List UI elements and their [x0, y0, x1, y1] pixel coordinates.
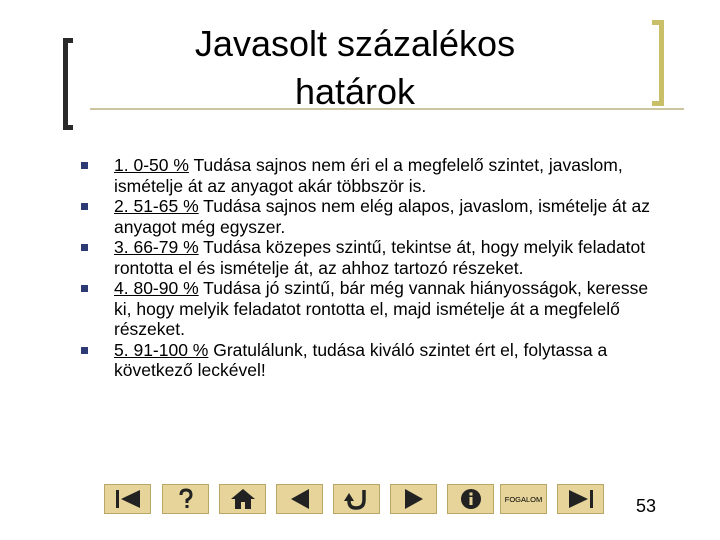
item-text: Tudása közepes szintű, tekintse át, hogy melyik feladatot rontotta el és ismételje át, az ahhoz tartozó részeket.: [114, 237, 646, 278]
grade-list: [78, 155, 658, 381]
last-page-icon: [566, 487, 596, 511]
page-title: [150, 20, 560, 116]
item-text: Gratulálunk, tudása kiváló szintet ért el, folytassa a következő leckével!: [114, 339, 608, 380]
first-page-button[interactable]: [104, 484, 151, 514]
bullet-marker: [81, 347, 88, 354]
help-button[interactable]: [162, 484, 209, 514]
first-page-icon: [113, 487, 143, 511]
bullet-marker: [81, 285, 88, 292]
range-label: 1. 0-50 %: [114, 155, 189, 175]
bullet-marker: [81, 162, 88, 169]
bullet-marker: [81, 203, 88, 210]
home-icon: [228, 487, 258, 511]
list-item: [78, 196, 658, 237]
previous-icon: [285, 487, 315, 511]
title-bracket-left: [63, 38, 73, 130]
page-title-line2: határok: [294, 71, 416, 112]
range-label: 5. 91-100 %: [114, 339, 209, 360]
info-button[interactable]: [447, 484, 494, 514]
list-item: [78, 278, 658, 340]
last-page-button[interactable]: [557, 484, 604, 514]
return-button[interactable]: [333, 484, 380, 514]
next-button[interactable]: [390, 484, 437, 514]
item-text: Tudása sajnos nem elég alapos, javaslom, ismételje át az anyagot még egyszer.: [114, 196, 650, 237]
home-button[interactable]: [219, 484, 266, 514]
info-icon: [456, 487, 486, 511]
range-label: 4. 80-90 %: [114, 278, 199, 298]
next-icon: [399, 487, 429, 511]
title-bracket-right: [652, 20, 664, 106]
item-text: Tudása jó szintű, bár még vannak hiányosságok, keresse ki, hogy melyik feladatot rontotta el, majd ismételje át a megfelelő részeket.: [114, 278, 649, 339]
page-number: 53: [636, 496, 657, 516]
range-label: 3. 66-79 %: [114, 237, 199, 257]
list-item: [78, 340, 658, 381]
help-icon: [171, 487, 201, 511]
bullet-marker: [81, 244, 88, 251]
range-label: 2. 51-65 %: [114, 196, 199, 216]
previous-button[interactable]: [276, 484, 323, 514]
fogalom-label: FOGALOM: [504, 494, 543, 504]
return-icon: [342, 487, 372, 511]
page-title-line1: Javasolt százalékos: [194, 23, 516, 64]
list-item: [78, 237, 658, 278]
list-item: [78, 155, 658, 196]
item-text: Tudása sajnos nem éri el a megfelelő szintet, javaslom, ismételje át az anyagot akár többször is.: [114, 155, 623, 196]
fogalom-button[interactable]: [500, 484, 547, 514]
